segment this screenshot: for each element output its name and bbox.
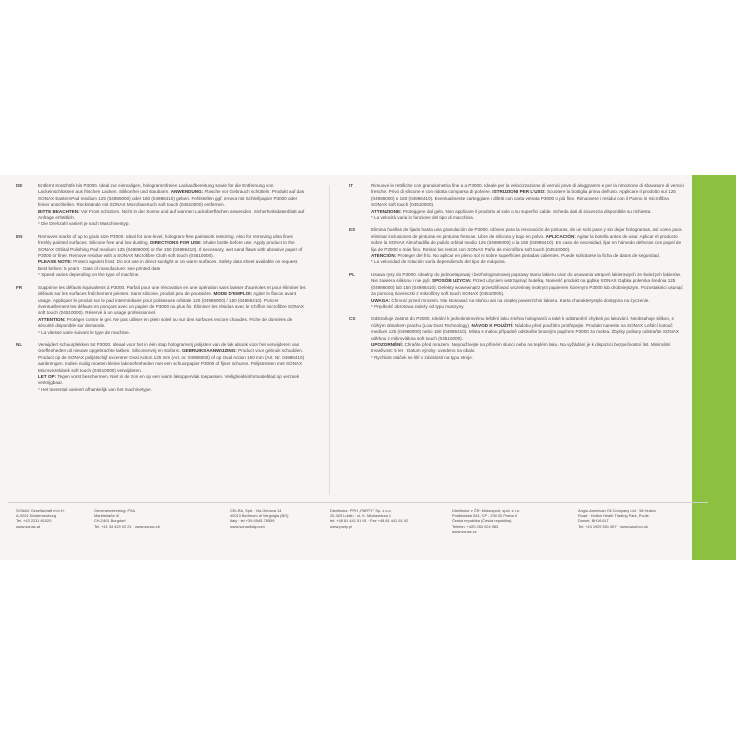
- language-block-nl: [16, 342, 306, 393]
- language-code: ES: [349, 227, 356, 233]
- language-block-pl: [349, 272, 685, 310]
- language-code: FR: [16, 284, 23, 290]
- language-code: CS: [349, 316, 356, 322]
- block-text: Usuwa rysy do P3000. Idealny do jednoetapowej i bezhologramowej poprawy stanu lakieru oraz do usuwania wtrąceń lakierowych ze świeżych lakierów. Nie zawiera silikonu i nie pyli. SPOSÓB UŻYCIA: Przed użyciem wstrząsnąć butelką. Nanieść produkt na gąbkę SONAX Gąbka polerska średnia 125 (04986000) lub 150 (04986410). Defekty wowewnątrz przeszlifować wcześniej mokrym papierem ściernym P3000 lub drobniejszym. Pozostałości usunąć za pomocą ściereczki z mikrofibry soft touch SONAX (04510000). UWAGA: Chronić przed mrozem. Nie stosować na słońcu ani na ciepłej powierzchni lakieru. Karta charakterystyki dostępna na życzenie. * Prędkość obrotowa zależy od typu maszyny.: [371, 271, 683, 309]
- block-text: Rimuove le rettifiche con granulometria fine a a P3000. Ideale per la velocizzazione di vernici prive di aloggramm e per la rimozione di sbavature di vernici fresche. Privo di silicone e con ridotta comparsa di polvere. ISTRUZIONI PER L'USO: Scuotere la bottiglia prima dell'uso. Applicare il prodotto sul 125 (04986000) o 150 (04986410). Eventualmente carteggiare i difetti con carta vetrata P3000 o più fine. Rimuovere i residui con il Panno in microfibra SONAX soft touch (04510000). ATTENZIONE: Proteggere dal gelo. Non applicare il prodotto al sole o su superfici calde. Scheda dati di sicurezza disponibile su richiesta. * La velocità varia in funzione del tipo di macchina.: [371, 183, 684, 221]
- block-text: Verwijdert schuurplekken tot P3000. Ideaal voor het in één stap hologramvrij polijsten van de lak alsook voor het verwijderen van oneffenheden uit nieuwe opgebrachte lakken. Siliconenvrij en stofarm. GEBRUIKSAANWIJZING: Product voor gebruik schudden. Product op de SONAX polijstschijf excentrer Oval Action 125 mm (Art. nr. 04986000) of op Oval Action 150 mm (Art. Nr. 04986410) aanbrengen. Indien nodig moeten kleine lakonefenheden met een schuurpapier P3000 of fijner schuren. Polijstresten met SONAX Microvezeldoek soft touch (04510000) verwijderen. LET OP: Tegen vorst beschermen. Niet in de zon en op een warm lakoppervlak toepassen. Veiligheidsinformatieblad op verzoek verkrijgbaar. * Het toerental varieert afhankelijk van het machinetype.: [38, 341, 305, 392]
- contact-czech: Distributor v ČR: Motorsport, spol. s r.o. Podškolská 543, CP - 290 00 Praha 9 Česká republika (Česká republika) Telefon: +420 283 024 983 www.sonax.cz: [452, 508, 521, 534]
- block-text: Entfernt Kratzhöfe bis P3000. Ideal zur einmaligen, hologrammfreien Lackaufbereitung sowie für die Entfernung von Lackeinschlüssen aus frischen Lacken. Silikonfrei und staubarm. ANWENDUNG: Flasche vor Gebrauch schütteln. Produkt auf das SONAX EasternPad medium 125 (04986000) oder 150 (04986410) geben. Fehlstellen ggf. erneut mit Schleifpapier P3000 oder feiner anschleifen. Rückstände mit SONAX Microfasertuch soft touch (04510000) entfernen. BITTE BEACHTEN: Vor Frost schützen. Nicht in der Sonne und auf warmen Lackoberflächen anwenden. Sicherheitsdatenblatt auf Anfrage erhältlich. * Die Drehzahl variiert je nach Maschinentyp.: [38, 183, 305, 227]
- language-block-cs: [349, 316, 685, 361]
- language-code: NL: [16, 341, 23, 347]
- right-text-column: [349, 183, 685, 367]
- left-text-column: [16, 183, 306, 399]
- language-block-it: [349, 183, 685, 221]
- language-code: EN: [16, 233, 23, 239]
- language-code: IT: [349, 183, 354, 188]
- language-code: PL: [349, 271, 355, 277]
- contact-italy: CELRA, SpA · Via Genova 14 40013 Bertinoro di Vergnigla (BO) Italy · tel +39-0545-78559 www.sonaxitaly.com: [230, 508, 289, 529]
- language-block-es: [349, 227, 685, 265]
- block-text: Odstraňuje zastrot do P3000. Ideální k jednokrokovému leštění laku změna hologramů a také k odstranění chybek po lakování. Neobsahuje silikon, s nízkým obsahem prachu (Low Dust Technology). NÁVOD K POUŽITÍ: Nádobu před použitím protřepejte. Produkt naneste na SONAX Leštící kotouč medium 125 (04986000) nebo 150 (04986410). Místa s malou případně odstraňte brusným papírem P3000 za mokra. Zbytky politury odstraňte SONAX utěrkou z mikrovlákna soft touch (04510000). UPOZORNĚNÍ: Chraňte před mrazem. Nepoužívejte na přímém slunci nebo na teplém laku. Na vyžádání je k dispozici bezpečnostní list. Minimální trvanlivost: 5 let · Datum výroby: uvedeno na obalu * Rychlost otáček se liší v závislosti na typu stroje.: [371, 316, 679, 360]
- column-divider: [329, 185, 330, 495]
- language-code: DE: [16, 183, 23, 188]
- language-block-de: [16, 183, 306, 228]
- contact-footer: [16, 508, 716, 548]
- block-text: Elimina huellas de lijado hasta una granulación de P3000. Idóneo para la renovación de pinturas, de un solo paso y sin dejar hologramas, así como para eliminar inclusiones de pinturas en pinturas frescas. Libre de silicona y bajo en polvo. APLICACIÓN: Agitar la botella antes de usar. Aplicar el producto sobre la SONAX Almohadilla de pulido orbital medio 125 (04986000) o la 150 (04986410). En caso de necesidad, lijar en húmedo defectos con papel de lija de P3000 o más fino. Retirar los restos con SONAX Paño de microfibra soft touch (04510000). ATENCIÓN: Proteger del frío. No aplicar en pleno sol ni sobre superficies pintadas calientes. Puede solicitarse la ficha de datos de seguridad. * La velocidad de rotación varía dependiendo del tipo de máquina.: [371, 227, 682, 265]
- language-block-fr: [16, 285, 306, 336]
- footer-divider: [8, 502, 708, 503]
- block-text: Supprime les défauts équivalents à P3000. Parfait pour une rénovation en une opération sans laisser d'auréoles et pour éliminer les défauts sur les surfaces fraîchement peintes. Sans silicone, produit peu de poussière. MODE D'EMPLOI: Agiter le flacon avant usage. Appliquer le produit sur le pad intermédiaire pour polisseuse orbitale 125 (04986000) / 150 (04986410). Poncer éventuellement les défauts en ponçant avec un papier de P3000 ou plus fin. Éliminer les résidus avec le Chiffon microfibre SONAX soft touch (04510000). Réservé à un usage professionnel. ATTENTION: Protéger contre le gel. Ne pas utiliser en plein soleil ou sur des surfaces encore chaudes. Fiche de données de sécurité disponible sur demande. * La vitesse varie suivant le type de machine.: [38, 284, 306, 335]
- block-text: Removes marks of up to grain size P3000. Ideal for one-level, hologram-free paintwork restoring. Also for removing ultra fines freshly painted surfaces. Silicone free and low dusting. DIRECTIONS FOR USE: Shake bottle before use. Apply product to the SONAX Orbital Polishing Pad medium 125 (04986000) or the 150 (04986410). If necessary, wet sand flaws with abrasive paper of P3000 or finer. Remove residue with a SONAX Microfibre Cloth soft touch (04510000). PLEASE NOTE: Protect against frost. Do not use in direct sunlight or on warm surfaces. Safety data sheet available on request. Best before: 5 years · Date of manufacture: see printed date * Speed varies depending on the type of machine.: [38, 233, 303, 278]
- contact-poland: Distributor: PPH „PARTY" Sp. z o.o. 20-329 Lublin · ul. K. Mickiewicza 1 tel: +48 81 441 51 91 · Fax +48 81 441 51 92 www.party.pl: [330, 508, 409, 529]
- contact-uk: Anglo-American Oil Company Ltd · 58 Hulton Road · Holton Heath Trading Park, Poole, Dorset, BH16 6LT Tel: +44 1929 551 557 · www.aaoil.co.uk: [578, 508, 656, 529]
- language-block-en: [16, 234, 306, 279]
- contact-switzerland: Generalvertretung: FSA Marktstraße 4/ CH-2401 Burgdorf Tel. +41 34 429 02 21 · www.sonax.ch: [94, 508, 160, 529]
- contact-austria: SONAX Gesellschaft m.b.H. A-9201 Klosterneuburg Tel. +43 2231 81020 www.sonax.at: [16, 508, 65, 529]
